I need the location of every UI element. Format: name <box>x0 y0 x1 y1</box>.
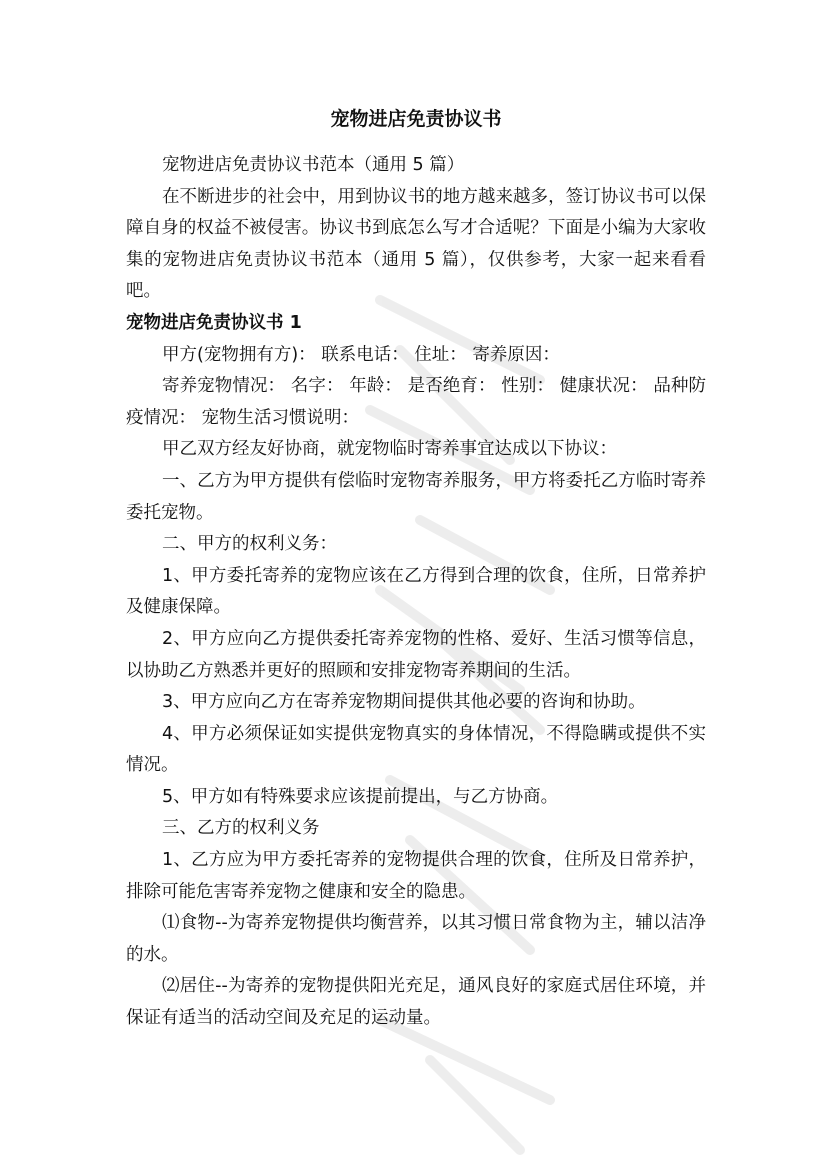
paragraph: 4、甲方必须保证如实提供宠物真实的身体情况，不得隐瞒或提供不实情况。 <box>126 723 706 776</box>
paragraph: 2、甲方应向乙方提供委托寄养宠物的性格、爱好、生活习惯等信息，以协助乙方熟悉并更好的照顾和安排宠物寄养期间的生活。 <box>126 628 706 681</box>
document-content <box>126 100 706 1035</box>
paragraph: 5、甲方如有特殊要求应该提前提出，与乙方协商。 <box>162 786 559 807</box>
paragraph: ⑴食物--为寄养宠物提供均衡营养，以其习惯日常食物为主，辅以洁净的水。 <box>126 913 706 965</box>
paragraph: 1、甲方委托寄养的宠物应该在乙方得到合理的饮食，住所，日常养护及健康保障。 <box>126 565 706 618</box>
document-title: 宠物进店免责协议书 <box>330 108 502 130</box>
paragraph: 甲方(宠物拥有方)： 联系电话： 住址： 寄养原因： <box>162 344 560 365</box>
paragraph: 寄养宠物情况： 名字： 年龄： 是否绝育： 性别： 健康状况： 品种防疫情况： 宠物生活习惯说明： <box>126 376 706 428</box>
paragraph: 1、乙方应为甲方委托寄养的宠物提供合理的饮食，住所及日常养护，排除可能危害寄养宠物之健康和安全的隐患。 <box>126 850 706 902</box>
paragraph: 甲乙双方经友好协商，就宠物临时寄养事宜达成以下协议： <box>162 439 617 460</box>
paragraph: 三、乙方的权利义务 <box>162 818 320 839</box>
paragraph: 二、甲方的权利义务： <box>162 534 337 555</box>
paragraph: 3、甲方应向乙方在寄养宠物期间提供其他必要的咨询和协助。 <box>162 692 646 713</box>
paragraph: ⑵居住--为寄养的宠物提供阳光充足，通风良好的家庭式居住环境，并保证有适当的活动空间及充足的运动量。 <box>126 976 706 1029</box>
section-heading: 宠物进店免责协议书 1 <box>126 312 302 333</box>
paragraph: 宠物进店免责协议书范本（通用 5 篇） <box>162 155 465 175</box>
paragraph: 在不断进步的社会中，用到协议书的地方越来越多，签订协议书可以保障自身的权益不被侵害。协议书到底怎么写才合适呢？下面是小编为大家收集的宠物进店免责协议书范本（通用 5 篇），仅供参考，大家一起来看看吧。 <box>126 186 706 302</box>
paragraph: 一、乙方为甲方提供有偿临时宠物寄养服务，甲方将委托乙方临时寄养委托宠物。 <box>126 470 706 523</box>
paragraph-list <box>126 150 706 1035</box>
